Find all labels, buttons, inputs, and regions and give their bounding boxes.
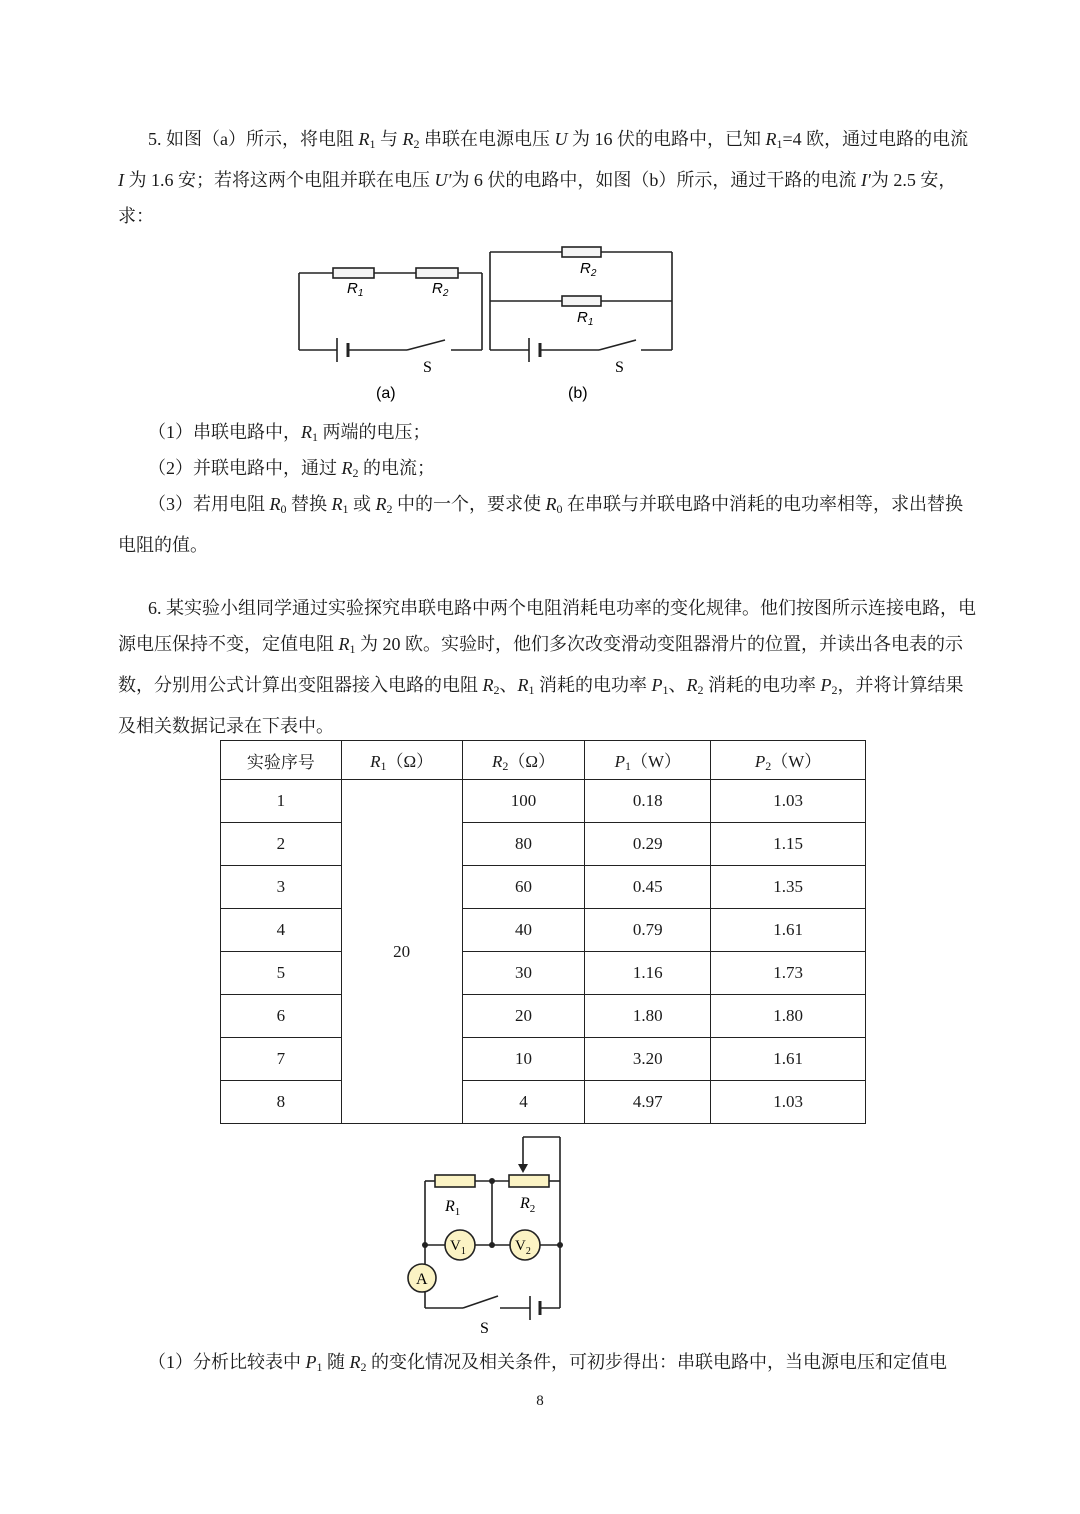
header-r1: $R_1(\Omega)$ [341, 741, 462, 780]
label-r1-a: $R_1$ [347, 280, 364, 299]
cell-r2: 10 [462, 1038, 585, 1081]
cell-p1: 3.20 [585, 1038, 711, 1081]
circuit-diagram-b [486, 244, 686, 408]
battery-a [337, 338, 348, 362]
switch-a [407, 340, 445, 350]
cell-r2: 4 [462, 1081, 585, 1124]
label-r1-b: $R_1$ [577, 309, 594, 328]
label-v1: $V_1$ [450, 1238, 466, 1257]
switch-q6 [463, 1296, 498, 1308]
label-r2-a: $R_2$ [432, 280, 449, 299]
table-row [221, 1081, 866, 1124]
cell-p1: 4.97 [585, 1081, 711, 1124]
circuit-diagram-q6 [400, 1130, 580, 1340]
cell-trial: 7 [221, 1038, 342, 1081]
label-ammeter: A [416, 1271, 428, 1288]
label-switch-b: S [615, 359, 624, 376]
resistor-r2-b [562, 247, 601, 257]
q5-sub1: （1）串联电路中，$R_1$ 两端的电压； [148, 422, 431, 444]
header-r2: $R_2(\Omega)$ [462, 741, 585, 780]
cell-p1: 1.16 [585, 952, 711, 995]
cell-p2: 1.15 [711, 823, 866, 866]
cell-trial: 4 [221, 909, 342, 952]
battery-b [529, 338, 540, 362]
rheostat-r2-q6 [509, 1175, 549, 1187]
cell-p2: 1.03 [711, 1081, 866, 1124]
header-trial: 实验序号 [221, 741, 342, 780]
page-number: 8 [536, 1393, 544, 1409]
cell-r2: 100 [462, 780, 585, 823]
q6-intro: 6. 某实验小组同学通过实验探究串联电路中两个电阻消耗电功率的变化规律。他们按图所示连接电路，电源电压保持不变，定值电阻 $R_1$ 为 20 欧。实验时，他们多次改变滑动变阻器滑片的位置，并读出各电表的示数，分别用公式计算出变阻器接入电路的电阻 $R_2$、$R_1$ 消耗的电功率 $P_1$、$R_2$ 消耗的电功率 $P_2$，并将计算结果及相关数据记录在下表中。 [118, 598, 976, 736]
data-table [220, 740, 866, 1124]
cell-r2: 30 [462, 952, 585, 995]
slider-arrow [518, 1164, 528, 1173]
header-p2: $P_2(W)$ [711, 741, 866, 780]
resistor-r1-a [333, 268, 374, 278]
cell-p2: 1.35 [711, 866, 866, 909]
cell-trial: 8 [221, 1081, 342, 1124]
table-row [221, 866, 866, 909]
table-header-row [221, 741, 866, 780]
resistor-r1-q6 [435, 1175, 475, 1187]
table-row [221, 995, 866, 1038]
cell-p1: 0.29 [585, 823, 711, 866]
battery-q6 [530, 1296, 540, 1320]
resistor-r2-a [416, 268, 458, 278]
label-v2: $V_2$ [515, 1238, 531, 1257]
caption-a: (a) [376, 385, 396, 402]
cell-p2: 1.61 [711, 1038, 866, 1081]
cell-p1: 0.18 [585, 780, 711, 823]
table-row [221, 823, 866, 866]
cell-p2: 1.61 [711, 909, 866, 952]
cell-p1: 1.80 [585, 995, 711, 1038]
cell-r2: 60 [462, 866, 585, 909]
table-row [221, 952, 866, 995]
cell-trial: 5 [221, 952, 342, 995]
cell-p1: 0.45 [585, 866, 711, 909]
circuit-diagram-a [290, 248, 490, 408]
cell-r1-merged: 20 [341, 780, 462, 1124]
cell-r2: 20 [462, 995, 585, 1038]
q5-sub3: （3）若用电阻 $R_0$ 替换 $R_1$ 或 $R_2$ 中的一个，要求使 $R_0$ 在串联与并联电路中消耗的电功率相等，求出替换电阻的值。 [118, 494, 963, 555]
label-r1-q6: $R_1$ [445, 1198, 461, 1218]
label-switch-q6: S [480, 1320, 489, 1337]
table-row [221, 909, 866, 952]
cell-p2: 1.03 [711, 780, 866, 823]
header-p1: $P_1(W)$ [585, 741, 711, 780]
cell-trial: 3 [221, 866, 342, 909]
label-switch-a: S [423, 359, 432, 376]
table-row [221, 1038, 866, 1081]
table-row [221, 780, 866, 823]
cell-trial: 6 [221, 995, 342, 1038]
caption-b: (b) [568, 385, 588, 402]
label-r2-q6: $R_2$ [520, 1195, 536, 1215]
switch-b [599, 340, 636, 350]
cell-r2: 40 [462, 909, 585, 952]
q5-sub2: （2）并联电路中，通过 $R_2$ 的电流； [148, 458, 435, 480]
q5-intro: 5. 如图（a）所示，将电阻 $R_1$ 与 $R_2$ 串联在电源电压 U 为 16 伏的电路中，已知 $R_1=4$ 欧，通过电路的电流 I 为 1.6 安；若将这两个电阻并联在电压 U′为 6 伏的电路中，如图（b）所示，通过干路的电流 I′为 2.5 安，求： [118, 129, 969, 226]
cell-p2: 1.73 [711, 952, 866, 995]
cell-trial: 1 [221, 780, 342, 823]
cell-trial: 2 [221, 823, 342, 866]
resistor-r1-b [562, 296, 601, 306]
cell-p1: 0.79 [585, 909, 711, 952]
cell-p2: 1.80 [711, 995, 866, 1038]
cell-r2: 80 [462, 823, 585, 866]
label-r2-b: $R_2$ [580, 260, 597, 279]
q6-sub1: （1）分析比较表中 $P_1$ 随 $R_2$ 的变化情况及相关条件，可初步得出：串联电路中，当电源电压和定值电 [148, 1352, 947, 1374]
